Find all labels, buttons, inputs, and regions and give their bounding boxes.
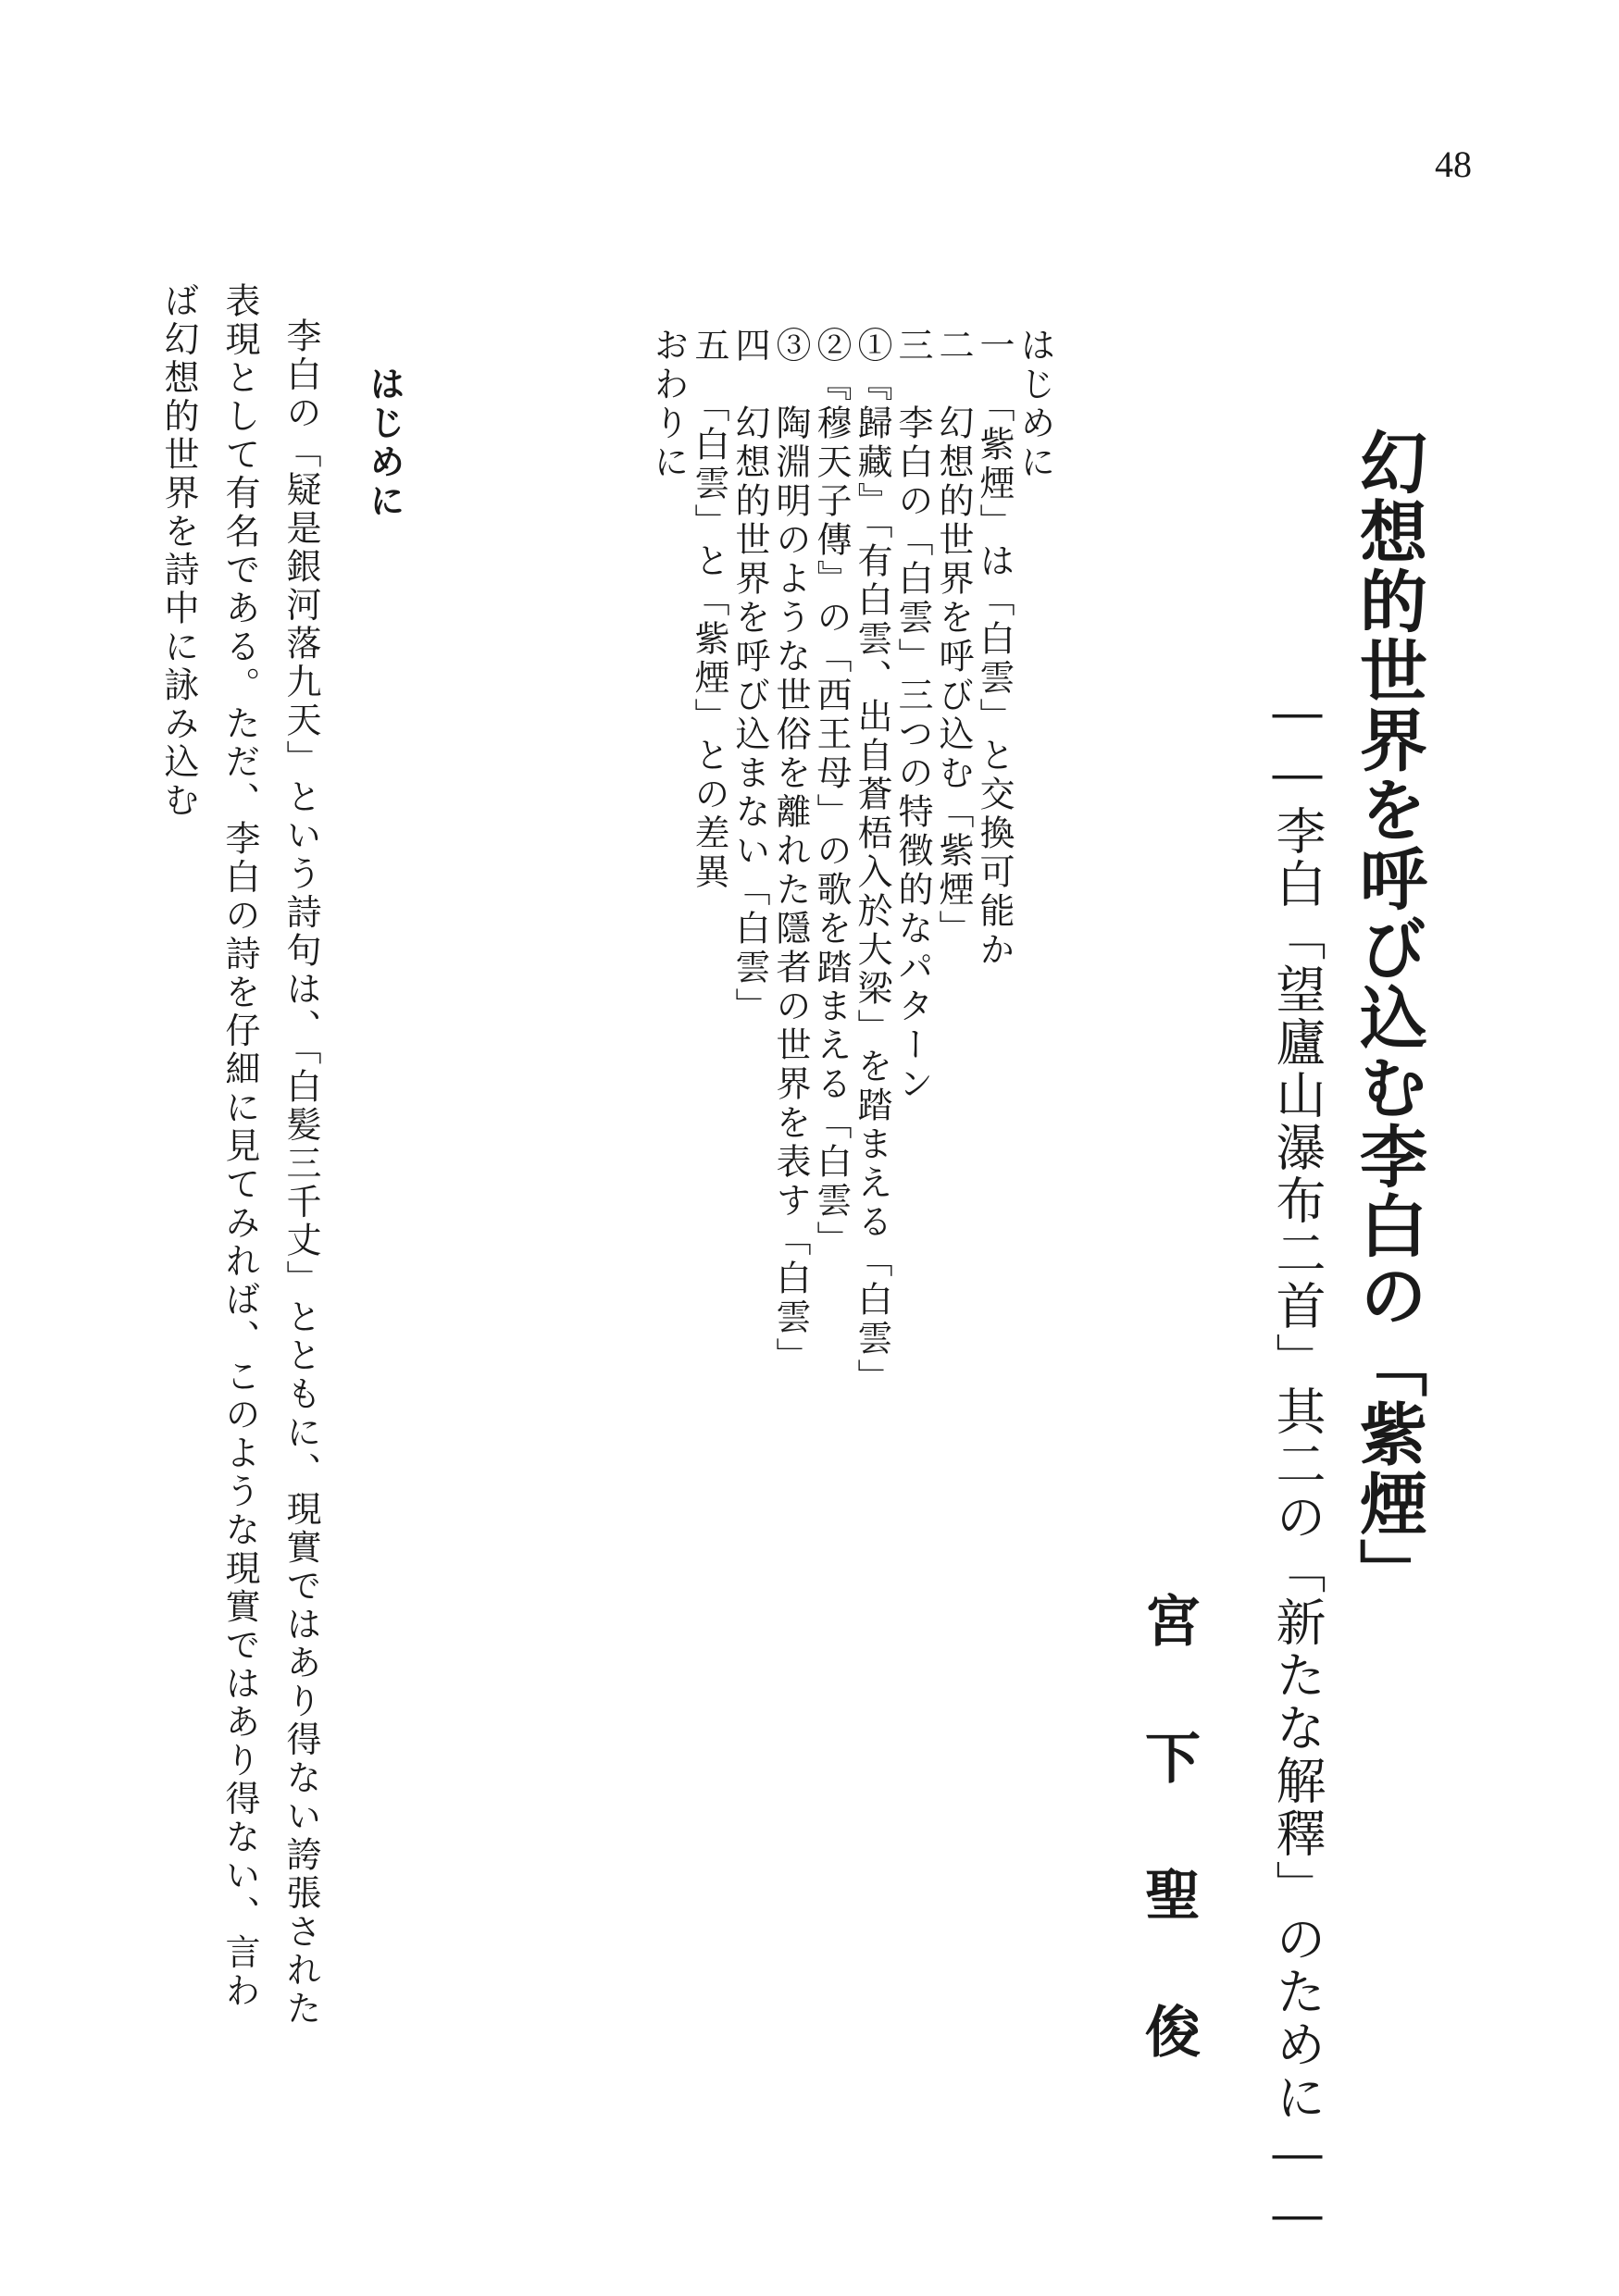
- toc-item: ③ 陶淵明のような世俗を離れた隱者の世界を表す「白雲」: [770, 327, 811, 1376]
- section-heading: はじめに: [364, 366, 405, 521]
- toc-item: はじめに: [1015, 327, 1055, 482]
- article-subtitle: ――李白「望廬山瀑布二首」其二の「新たな解釋」のために――: [1268, 683, 1326, 2246]
- page-number: 48: [1435, 143, 1472, 185]
- toc-item: 二 幻想的世界を呼び込む「紫煙」: [933, 327, 974, 949]
- body-paragraph: 李白の「疑是銀河落九天」という詩句は、「白髪三千丈」とともに、現實ではあり得ない誇張された表現として有名である。ただ、李白の詩を仔細に見てみれば、このような現實ではあり得ない、言わば幻想的世界を詩中に詠み込む: [158, 282, 321, 2029]
- toc-item: 五 「白雲」と「紫煙」との差異: [689, 327, 729, 892]
- table-of-contents: [500, 327, 1055, 1397]
- toc-item: 四 幻想的世界を呼び込まない「白雲」: [729, 327, 770, 1026]
- toc-item: 一 「紫煙」は「白雲」と交換可能か: [974, 327, 1015, 970]
- toc-item: ①『歸藏』「有白雲、出自蒼梧入於大梁」を踏まえる「白雲」: [852, 327, 892, 1397]
- toc-item: ②『穆天子傳』の「西王母」の歌を踏まえる「白雲」: [811, 327, 852, 1260]
- toc-item: おわりに: [648, 327, 689, 482]
- author-name: 宮下聖俊: [1136, 1592, 1201, 2140]
- toc-item: 三 李白の「白雲」三つの特徴的なパターン: [892, 327, 933, 1104]
- article-title: 幻想的世界を呼び込む李白の「紫煙」: [1348, 428, 1427, 1607]
